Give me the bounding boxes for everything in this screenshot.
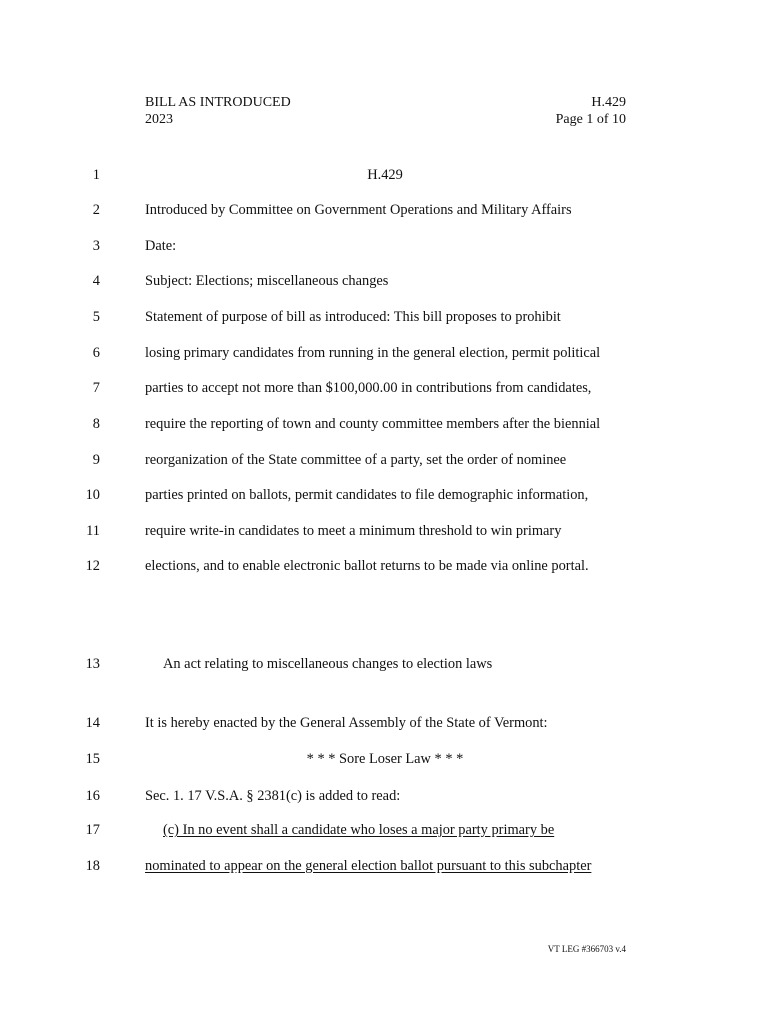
line-number: 3: [92, 238, 100, 254]
line-10: [0, 485, 770, 505]
line-number: 4: [92, 273, 100, 289]
line-2: [0, 200, 770, 220]
section-heading: * * * Sore Loser Law * * *: [306, 751, 464, 767]
document-footer: VT LEG #366703 v.4: [547, 944, 626, 954]
line-4: [0, 271, 770, 291]
line-16: [0, 786, 770, 806]
line-9: [0, 450, 770, 470]
line-1: [0, 165, 770, 185]
statement-text: parties to accept not more than $100,000.00 in contributions from candidates,: [145, 380, 592, 396]
line-18: [0, 856, 770, 876]
enacting-clause: It is hereby enacted by the General Assembly of the State of Vermont:: [145, 715, 548, 731]
date-label: Date:: [145, 238, 177, 254]
line-15: [0, 749, 770, 769]
introduced-by: Introduced by Committee on Government Operations and Military Affairs: [145, 202, 572, 218]
act-title: An act relating to miscellaneous changes to election laws: [163, 656, 493, 672]
statement-text: require the reporting of town and county committee members after the biennial: [145, 416, 601, 432]
line-number: 18: [85, 858, 100, 874]
bill-title: H.429: [367, 167, 403, 183]
line-8: [0, 414, 770, 434]
line-number: 15: [85, 751, 100, 767]
line-number: 1: [92, 167, 100, 183]
line-12: [0, 556, 770, 576]
bill-number: H.429: [591, 95, 626, 110]
line-7: [0, 378, 770, 398]
line-number: 8: [92, 416, 100, 432]
line-number: 13: [85, 656, 100, 672]
bill-year: 2023: [145, 112, 173, 127]
line-5: [0, 307, 770, 327]
line-number: 10: [85, 487, 100, 503]
statement-text: require write-in candidates to meet a minimum threshold to win primary: [145, 523, 562, 539]
statement-text: losing primary candidates from running in the general election, permit political: [145, 345, 601, 361]
bill-status: BILL AS INTRODUCED: [145, 95, 291, 110]
line-number: 5: [92, 309, 100, 325]
page-indicator: Page 1 of 10: [555, 112, 626, 127]
line-number: 14: [85, 715, 100, 731]
section-intro: Sec. 1. 17 V.S.A. § 2381(c) is added to read:: [145, 788, 401, 804]
line-number: 12: [85, 558, 100, 574]
statement-text: Statement of purpose of bill as introduced: This bill proposes to prohibit: [145, 309, 561, 325]
added-text: (c) In no event shall a candidate who loses a major party primary be: [163, 822, 555, 838]
line-number: 9: [92, 452, 100, 468]
added-text: nominated to appear on the general election ballot pursuant to this subchapter: [145, 858, 592, 874]
line-6: [0, 343, 770, 363]
header-right: [556, 94, 626, 128]
line-number: 2: [92, 202, 100, 218]
statement-text: elections, and to enable electronic ballot returns to be made via online portal.: [145, 558, 589, 574]
line-number: 16: [85, 788, 100, 804]
header-left: [145, 94, 291, 128]
line-3: [0, 236, 770, 256]
subject: Subject: Elections; miscellaneous changes: [145, 273, 389, 289]
line-number: 7: [92, 380, 100, 396]
line-11: [0, 521, 770, 541]
line-number: 17: [85, 822, 100, 838]
line-number: 6: [92, 345, 100, 361]
line-14: [0, 713, 770, 733]
statement-text: parties printed on ballots, permit candidates to file demographic information,: [145, 487, 589, 503]
line-number: 11: [86, 523, 100, 539]
line-13: [0, 654, 770, 674]
line-17: [0, 820, 770, 840]
statement-text: reorganization of the State committee of a party, set the order of nominee: [145, 452, 567, 468]
